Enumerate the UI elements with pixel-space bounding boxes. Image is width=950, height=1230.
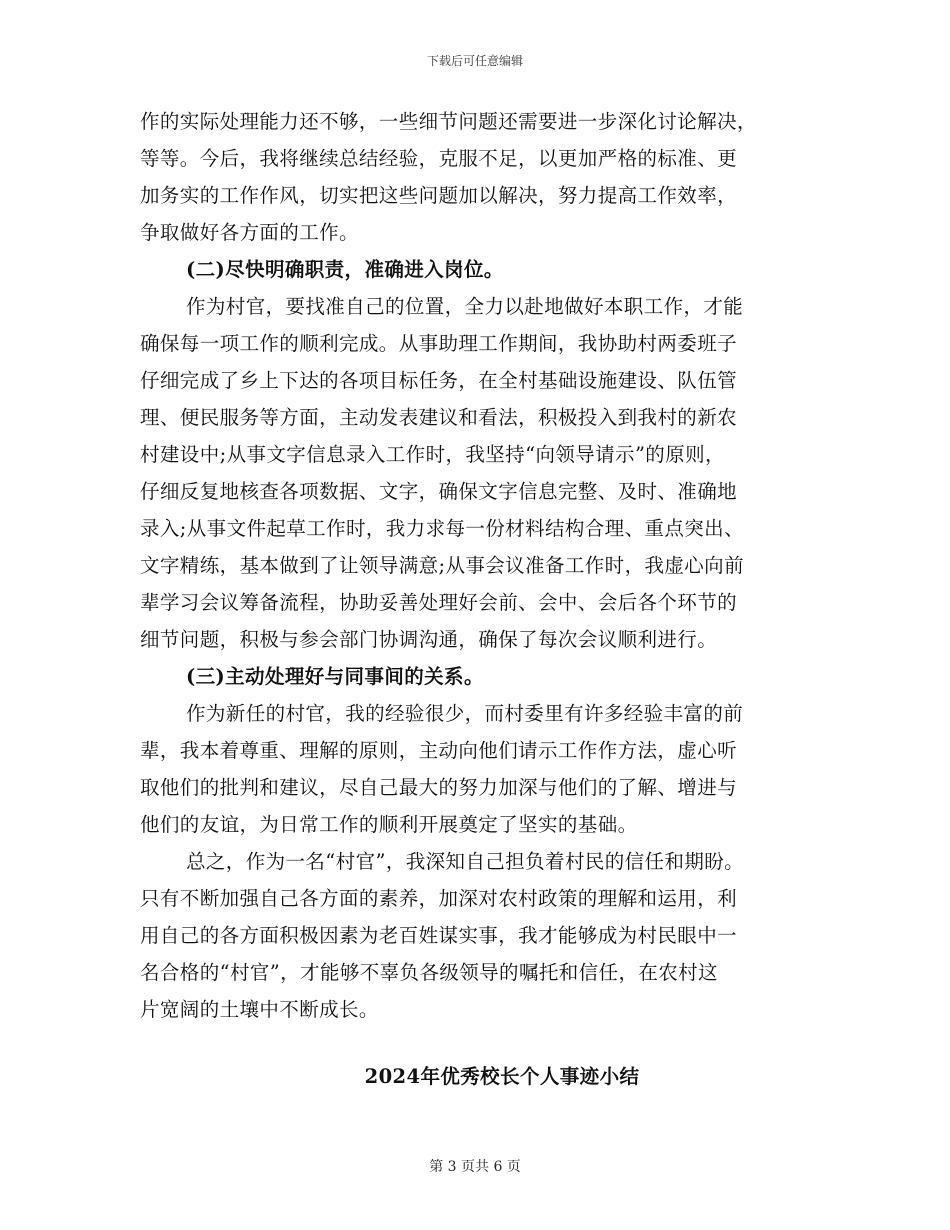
paragraph-line: 作的实际处理能力还不够，一些细节问题还需要进一步深化讨论解决，: [140, 110, 757, 133]
paragraph-line: 细节问题，积极与参会部门协调沟通，确保了每次会议顺利进行。: [140, 628, 718, 651]
paragraph-line: 取他们的批判和建议，尽自己最大的努力加深与他们的了解、增进与: [140, 776, 738, 799]
paragraph-line: 总之，作为一名“村官”，我深知自己担负着村民的信任和期盼。: [186, 850, 745, 873]
paragraph-line: 文字精练，基本做到了让领导满意;从事会议准备工作时，我虚心向前: [140, 554, 744, 577]
paragraph-line: 名合格的“村官”，才能够不辜负各级领导的嘱托和信任，在农村这: [140, 961, 718, 984]
paragraph-line: 录入;从事文件起草工作时，我力求每一份材料结构合理、重点突出、: [140, 517, 744, 540]
section-heading: (三)主动处理好与同事间的关系。: [186, 665, 484, 688]
paragraph-line: 辈，我本着尊重、理解的原则，主动向他们请示工作作方法，虚心听: [140, 739, 738, 762]
paragraph-line: 只有不断加强自己各方面的素养，加深对农村政策的理解和运用，利: [140, 887, 738, 910]
paragraph-line: 争取做好各方面的工作。: [140, 221, 359, 244]
section-heading: (二)尽快明确职责，准确进入岗位。: [186, 258, 504, 281]
document-body: [140, 103, 812, 1095]
paragraph-line: 作为村官，要找准自己的位置，全力以赴地做好本职工作，才能: [186, 295, 744, 318]
paragraph-line: 村建设中;从事文字信息录入工作时，我坚持“向领导请示”的原则，: [140, 443, 725, 466]
paragraph-line: 理、便民服务等方面，主动发表建议和看法，积极投入到我村的新农: [140, 406, 738, 429]
paragraph-line: 用自己的各方面积极因素为老百姓谋实事，我才能够成为村民眼中一: [140, 924, 738, 947]
page-header: 下载后可任意编辑: [426, 54, 523, 68]
paragraph-line: 仔细完成了乡上下达的各项目标任务，在全村基础设施建设、队伍管: [140, 369, 738, 392]
paragraph-line: 仔细反复地核查各项数据、文字，确保文字信息完整、及时、准确地: [140, 480, 738, 503]
paragraph-line: 确保每一项工作的顺利完成。从事助理工作期间，我协助村两委班子: [140, 332, 738, 355]
paragraph-line: 辈学习会议筹备流程，协助妥善处理好会前、会中、会后各个环节的: [140, 591, 738, 614]
page-number: 第 3 页共 6 页: [429, 1159, 521, 1175]
paragraph-line: 等等。今后，我将继续总结经验，克服不足，以更加严格的标准、更: [140, 147, 738, 170]
paragraph-line: 加务实的工作作风，切实把这些问题加以解决，努力提高工作效率，: [140, 184, 738, 207]
paragraph-line: 他们的友谊，为日常工作的顺利开展奠定了坚实的基础。: [140, 813, 638, 836]
document-title: 2024年优秀校长个人事迹小结: [364, 1065, 640, 1088]
paragraph-line: 片宽阔的土壤中不断成长。: [140, 998, 379, 1021]
paragraph-line: 作为新任的村官，我的经验很少，而村委里有许多经验丰富的前: [186, 702, 744, 725]
